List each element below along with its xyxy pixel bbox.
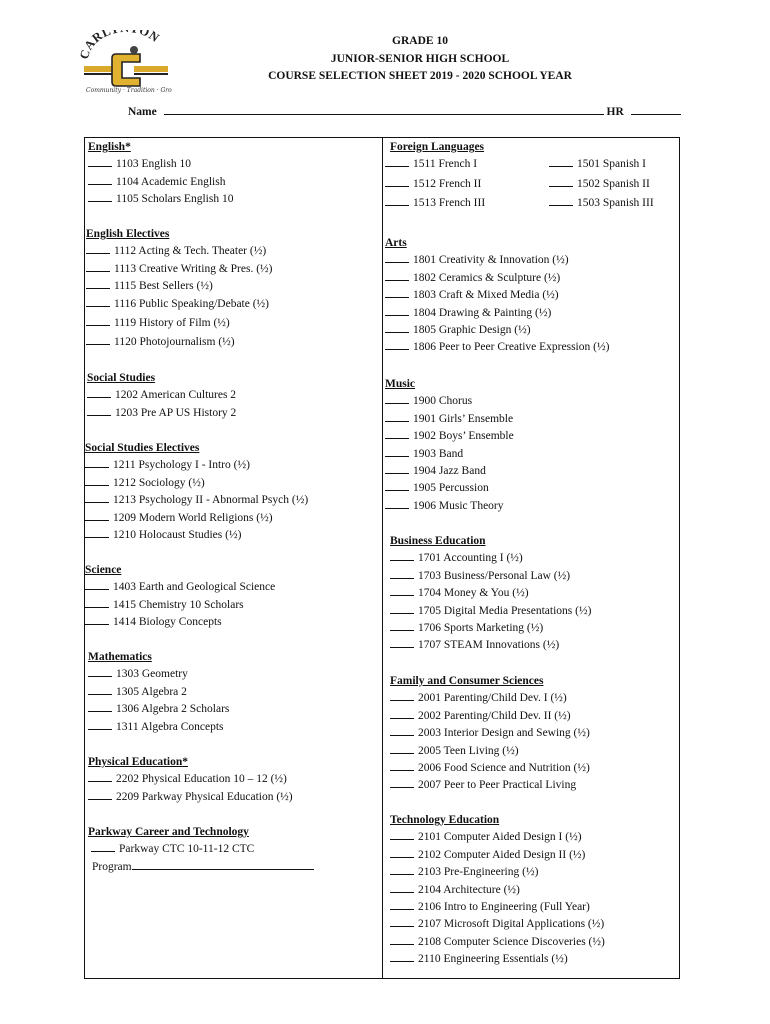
checkbox-blank[interactable]	[390, 725, 414, 736]
course-label: 1211 Psychology I - Intro (½)	[113, 459, 250, 472]
course-item[interactable]	[390, 620, 591, 637]
checkbox-blank[interactable]	[390, 568, 414, 579]
course-label: 1403 Earth and Geological Science	[113, 581, 276, 594]
checkbox-blank[interactable]	[85, 492, 109, 503]
course-item[interactable]	[86, 243, 272, 260]
checkbox-blank[interactable]	[86, 296, 110, 307]
document-header	[200, 33, 640, 86]
course-label: 1701 Accounting I (½)	[418, 552, 523, 565]
course-item[interactable]	[385, 195, 549, 215]
section-physical-education	[88, 754, 293, 806]
course-item[interactable]	[390, 777, 590, 794]
section-title: Parkway Career and Technology	[88, 826, 249, 838]
header-grade: GRADE 10	[392, 35, 448, 47]
course-label: 2003 Interior Design and Sewing (½)	[418, 727, 590, 740]
course-item[interactable]	[390, 829, 605, 846]
course-label: 1704 Money & You (½)	[418, 587, 529, 600]
course-item[interactable]	[390, 550, 591, 567]
course-item[interactable]	[390, 568, 591, 585]
checkbox-blank[interactable]	[390, 585, 414, 596]
checkbox-blank[interactable]	[385, 322, 409, 333]
section-title: English Electives	[86, 228, 170, 240]
checkbox-blank[interactable]	[549, 156, 573, 167]
checkbox-blank[interactable]	[390, 620, 414, 631]
course-item[interactable]	[88, 174, 233, 191]
course-label: 1706 Sports Marketing (½)	[418, 622, 544, 635]
section-title: Mathematics	[88, 651, 152, 663]
course-item[interactable]	[385, 480, 514, 497]
section-english-electives	[86, 226, 272, 352]
course-item[interactable]	[385, 411, 514, 428]
checkbox-blank[interactable]	[390, 603, 414, 614]
checkbox-blank[interactable]	[385, 176, 409, 187]
course-label: 1112 Acting & Tech. Theater (½)	[114, 245, 267, 258]
course-item[interactable]	[549, 195, 654, 215]
course-item[interactable]	[88, 156, 233, 173]
course-label: 1501 Spanish I	[577, 158, 646, 171]
section-title: English*	[88, 141, 131, 153]
checkbox-blank[interactable]	[385, 287, 409, 298]
checkbox-blank[interactable]	[390, 690, 414, 701]
course-item[interactable]	[390, 725, 590, 742]
course-label: 1906 Music Theory	[413, 499, 504, 512]
section-title: Family and Consumer Sciences	[390, 675, 544, 687]
course-item[interactable]	[88, 789, 293, 806]
course-label: 2006 Food Science and Nutrition (½)	[418, 762, 590, 775]
course-item[interactable]	[385, 428, 514, 445]
course-item[interactable]	[85, 579, 275, 596]
section-social-studies	[87, 370, 236, 422]
course-label: 1802 Ceramics & Sculpture (½)	[413, 271, 561, 284]
course-item[interactable]	[390, 760, 590, 777]
checkbox-blank[interactable]	[385, 498, 409, 509]
course-label: 1512 French II	[413, 177, 482, 190]
course-item[interactable]	[86, 278, 272, 295]
checkbox-blank[interactable]	[385, 339, 409, 350]
checkbox-blank[interactable]	[385, 393, 409, 404]
course-item[interactable]	[85, 492, 308, 509]
checkbox-blank[interactable]	[385, 305, 409, 316]
checkbox-blank[interactable]	[385, 480, 409, 491]
school-logo-graphic	[80, 30, 172, 102]
course-label: 1213 Psychology II - Abnormal Psych (½)	[113, 494, 309, 507]
section-title: Music	[385, 378, 416, 390]
course-label: 1503 Spanish III	[577, 197, 654, 210]
section-music	[385, 376, 514, 515]
checkbox-blank[interactable]	[88, 684, 112, 695]
checkbox-blank[interactable]	[88, 666, 112, 677]
program-label: Program	[92, 860, 132, 873]
course-item[interactable]	[390, 690, 590, 707]
course-label: 1803 Craft & Mixed Media (½)	[413, 289, 559, 302]
course-item[interactable]	[88, 841, 314, 858]
checkbox-blank[interactable]	[385, 195, 409, 206]
checkbox-blank[interactable]	[390, 637, 414, 648]
course-item[interactable]	[86, 261, 272, 278]
course-item[interactable]	[390, 637, 591, 654]
course-item[interactable]	[549, 176, 650, 196]
checkbox-blank[interactable]	[390, 951, 414, 962]
course-item[interactable]	[385, 176, 549, 196]
checkbox-blank[interactable]	[88, 719, 112, 730]
section-social-studies-electives	[85, 440, 308, 544]
course-label: 2104 Architecture (½)	[418, 883, 520, 896]
course-item[interactable]	[385, 393, 514, 410]
checkbox-blank[interactable]	[88, 771, 112, 782]
checkbox-blank[interactable]	[88, 701, 112, 712]
checkbox-blank[interactable]	[390, 882, 414, 893]
course-label: 1705 Digital Media Presentations (½)	[418, 604, 592, 617]
section-title: Business Education	[390, 535, 486, 547]
course-item[interactable]	[86, 296, 272, 313]
course-item[interactable]	[87, 387, 236, 404]
section-title: Social Studies Electives	[85, 442, 200, 454]
section-title: Social Studies	[87, 372, 156, 384]
checkbox-blank[interactable]	[390, 864, 414, 875]
section-title: Arts	[385, 237, 407, 249]
svg-text:CARLYNTON: ARL ON	[81, 30, 163, 53]
name-row	[128, 104, 681, 118]
checkbox-blank[interactable]	[86, 334, 110, 345]
course-label: 1414 Biology Concepts	[113, 616, 222, 629]
course-label: 1105 Scholars English 10	[116, 193, 234, 206]
section-parkway-career	[88, 824, 314, 876]
course-item[interactable]	[390, 864, 605, 881]
course-item[interactable]	[86, 334, 272, 351]
course-label: 2108 Computer Science Discoveries (½)	[418, 935, 605, 948]
course-label: 1120 Photojournalism (½)	[114, 336, 235, 349]
checkbox-blank[interactable]	[385, 156, 409, 167]
course-label: 2001 Parenting/Child Dev. I (½)	[418, 692, 567, 705]
course-item[interactable]	[390, 585, 591, 602]
course-label: 1905 Percussion	[413, 482, 489, 495]
course-item[interactable]	[88, 719, 229, 736]
checkbox-blank[interactable]	[86, 261, 110, 272]
course-item[interactable]	[86, 315, 272, 332]
checkbox-blank[interactable]	[385, 252, 409, 263]
checkbox-blank[interactable]	[85, 510, 109, 521]
section-title: Technology Education	[390, 814, 500, 826]
course-label: 1903 Band	[413, 447, 464, 460]
course-label: 2005 Teen Living (½)	[418, 744, 519, 757]
section-title: Science	[85, 564, 122, 576]
course-item[interactable]	[390, 951, 605, 968]
course-label: 1119 History of Film (½)	[114, 317, 230, 330]
checkbox-blank[interactable]	[88, 174, 112, 185]
hr-field[interactable]	[631, 104, 681, 115]
section-science	[85, 562, 275, 632]
course-label: 1805 Graphic Design (½)	[413, 324, 531, 337]
checkbox-blank[interactable]	[390, 916, 414, 927]
checkbox-blank[interactable]	[88, 156, 112, 167]
course-label: 1804 Drawing & Painting (½)	[413, 306, 552, 319]
checkbox-blank[interactable]	[87, 405, 111, 416]
course-label: 1305 Algebra 2	[116, 685, 187, 698]
course-item[interactable]	[385, 270, 609, 287]
course-item[interactable]	[390, 882, 605, 899]
course-label: 2002 Parenting/Child Dev. II (½)	[418, 709, 571, 722]
course-item[interactable]	[385, 339, 609, 356]
course-item[interactable]	[385, 287, 609, 304]
course-item[interactable]	[385, 446, 514, 463]
course-item[interactable]	[390, 916, 605, 933]
checkbox-blank[interactable]	[91, 841, 115, 852]
header-school: JUNIOR-SENIOR HIGH SCHOOL	[330, 52, 510, 65]
header-title: COURSE SELECTION SHEET 2019 - 2020 SCHOOL YEAR	[268, 70, 572, 82]
course-item[interactable]	[385, 156, 549, 176]
course-label: 1902 Boys’ Ensemble	[413, 430, 514, 443]
course-label: Parkway CTC 10-11-12 CTC	[119, 843, 255, 856]
course-item[interactable]	[85, 510, 308, 527]
checkbox-blank[interactable]	[390, 777, 414, 788]
course-label: 1103 English 10	[116, 158, 191, 171]
course-label: 2101 Computer Aided Design I (½)	[418, 831, 582, 844]
course-label: 2007 Peer to Peer Practical Living	[418, 779, 577, 792]
course-item[interactable]	[85, 597, 275, 614]
checkbox-blank[interactable]	[86, 243, 110, 254]
section-english	[88, 139, 233, 209]
section-business-education	[390, 533, 591, 655]
checkbox-blank[interactable]	[85, 457, 109, 468]
section-arts	[385, 235, 609, 357]
course-label: 1707 STEAM Innovations (½)	[418, 639, 560, 652]
course-label: 1104 Academic English	[116, 175, 226, 188]
course-item[interactable]	[88, 771, 293, 788]
checkbox-blank[interactable]	[390, 847, 414, 858]
course-label: 1306 Algebra 2 Scholars	[116, 703, 230, 716]
course-item[interactable]	[385, 305, 609, 322]
course-label: 2106 Intro to Engineering (Full Year)	[418, 901, 590, 914]
svg-text:Community · Tradition · Growth: Community · Tradition · Gro	[86, 87, 172, 94]
section-technology-education	[390, 812, 605, 969]
checkbox-blank[interactable]	[385, 446, 409, 457]
course-label: 1801 Creativity & Innovation (½)	[413, 254, 569, 267]
course-label: 2110 Engineering Essentials (½)	[418, 953, 568, 966]
checkbox-blank[interactable]	[85, 597, 109, 608]
course-item[interactable]	[88, 701, 229, 718]
course-item[interactable]	[390, 899, 605, 916]
column-divider	[382, 137, 383, 979]
checkbox-blank[interactable]	[85, 579, 109, 590]
section-title: Foreign Languages	[390, 141, 485, 153]
course-item[interactable]	[85, 614, 275, 631]
course-item[interactable]	[385, 498, 514, 515]
course-item[interactable]	[385, 322, 609, 339]
checkbox-blank[interactable]	[385, 428, 409, 439]
course-label: 1209 Modern World Religions (½)	[113, 511, 273, 524]
course-label: 1202 American Cultures 2	[115, 389, 237, 402]
course-label: 1212 Sociology (½)	[113, 476, 205, 489]
checkbox-blank[interactable]	[390, 708, 414, 719]
checkbox-blank[interactable]	[390, 829, 414, 840]
course-item[interactable]	[385, 252, 609, 269]
checkbox-blank[interactable]	[390, 899, 414, 910]
course-label: 1210 Holocaust Studies (½)	[113, 529, 242, 542]
course-label: 2107 Microsoft Digital Applications (½)	[418, 918, 605, 931]
checkbox-blank[interactable]	[390, 550, 414, 561]
checkbox-blank[interactable]	[385, 463, 409, 474]
program-row	[88, 859, 314, 876]
course-label: 1502 Spanish II	[577, 177, 650, 190]
checkbox-blank[interactable]	[88, 789, 112, 800]
name-label: Name	[128, 106, 157, 118]
course-label: 1115 Best Sellers (½)	[114, 280, 213, 293]
foreign-language-grid	[385, 156, 654, 215]
program-field[interactable]	[132, 859, 314, 870]
course-label: 1703 Business/Personal Law (½)	[418, 569, 571, 582]
course-item[interactable]	[385, 463, 514, 480]
course-item[interactable]	[549, 156, 646, 176]
course-item[interactable]	[85, 457, 308, 474]
school-logo	[80, 30, 172, 102]
checkbox-blank[interactable]	[549, 176, 573, 187]
course-item[interactable]	[390, 603, 591, 620]
course-item[interactable]	[390, 934, 605, 951]
checkbox-blank[interactable]	[549, 195, 573, 206]
course-item[interactable]	[390, 743, 590, 760]
section-family-consumer-sciences	[390, 673, 590, 795]
hr-label: HR	[606, 106, 624, 118]
course-label: 2103 Pre-Engineering (½)	[418, 866, 539, 879]
course-label: 1116 Public Speaking/Debate (½)	[114, 297, 270, 310]
course-label: 1904 Jazz Band	[413, 465, 486, 478]
section-mathematics	[88, 649, 229, 736]
name-field[interactable]	[164, 104, 604, 115]
checkbox-blank[interactable]	[85, 527, 109, 538]
checkbox-blank[interactable]	[385, 411, 409, 422]
section-title: Physical Education*	[88, 756, 189, 768]
checkbox-blank[interactable]	[85, 614, 109, 625]
course-label: 1203 Pre AP US History 2	[115, 406, 237, 419]
course-label: 1511 French I	[413, 158, 478, 171]
course-item[interactable]	[88, 684, 229, 701]
checkbox-blank[interactable]	[390, 743, 414, 754]
section-foreign-languages	[385, 139, 654, 215]
checkbox-blank[interactable]	[86, 278, 110, 289]
checkbox-blank[interactable]	[385, 270, 409, 281]
course-label: 2209 Parkway Physical Education (½)	[116, 790, 293, 803]
course-label: 1513 French III	[413, 197, 486, 210]
course-label: 1806 Peer to Peer Creative Expression (½)	[413, 341, 610, 354]
checkbox-blank[interactable]	[85, 475, 109, 486]
course-item[interactable]	[88, 666, 229, 683]
checkbox-blank[interactable]	[87, 387, 111, 398]
course-label: 2102 Computer Aided Design II (½)	[418, 848, 586, 861]
course-label: 1415 Chemistry 10 Scholars	[113, 598, 244, 611]
course-item[interactable]	[87, 405, 236, 422]
course-label: 1900 Chorus	[413, 395, 473, 408]
course-label: 1311 Algebra Concepts	[116, 720, 224, 733]
course-label: 1303 Geometry	[116, 668, 188, 681]
course-label: 2202 Physical Education 10 – 12 (½)	[116, 773, 287, 786]
course-item[interactable]	[85, 527, 308, 544]
course-label: 1901 Girls’ Ensemble	[413, 412, 514, 425]
checkbox-blank[interactable]	[390, 934, 414, 945]
course-item[interactable]	[390, 847, 605, 864]
course-item[interactable]	[85, 475, 308, 492]
checkbox-blank[interactable]	[86, 315, 110, 326]
course-item[interactable]	[390, 708, 590, 725]
checkbox-blank[interactable]	[390, 760, 414, 771]
checkbox-blank[interactable]	[88, 191, 112, 202]
course-item[interactable]	[88, 191, 233, 208]
course-label: 1113 Creative Writing & Pres. (½)	[114, 262, 273, 275]
